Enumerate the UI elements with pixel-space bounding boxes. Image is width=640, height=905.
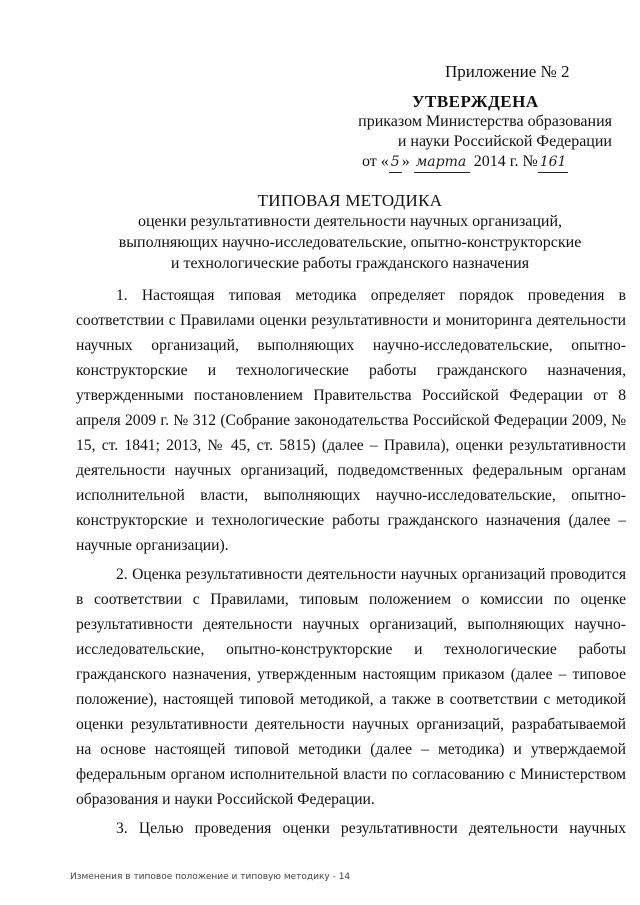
order-number: 161 bbox=[538, 152, 569, 173]
document-title: ТИПОВАЯ МЕТОДИКА bbox=[257, 191, 443, 210]
paragraph-3: 3. Целью проведения оценки результативности деятельности научных bbox=[116, 820, 626, 837]
approval-date-line bbox=[342, 152, 612, 173]
approval-block bbox=[342, 92, 612, 173]
paragraph-2: 2. Оценка результативности деятельности научных организаций проводится в соответствии с Правилами, типовым положением о комиссии по оценке результативности деятельности научных организаций, выполняющих научно-исследовательские, опытно-конструкторские и технологические работы гражданского назначения, утвержденным настоящим приказом (далее – типовое положение), настоящей типовой методикой, а также в соответствии с методикой оценки результативности деятельности научных организаций, разрабатываемой на основе настоящей типовой методики (далее – методика) и утверждаемой федеральным органом исполнительной власти по согласованию с Министерством образования и науки Российской Федерации. bbox=[76, 566, 626, 808]
paragraph-1: 1. Настоящая типовая методика определяет порядок проведения в соответствии с Правилами оценки результативности и мониторинга деятельности научных организаций, выполняющих научно-исследовательские, опытно-конструкторские и технологические работы гражданского назначения, утвержденными постановлением Правительства Российской Федерации от 8 апреля 2009 г. № 312 (Собрание законодательства Российской Федерации 2009, № 15, ст. 1841; 2013, № 45, ст. 5815) (далее – Правила), оценки результативности деятельности научных организаций, подведомственных федеральным органам исполнительной власти, выполняющих научно-исследовательские, опытно-конструкторские и технологические работы гражданского назначения (далее – научные организации). bbox=[76, 287, 626, 554]
document-title-block bbox=[70, 190, 630, 274]
approval-title: УТВЕРЖДЕНА bbox=[412, 92, 539, 111]
date-year: 2014 г. № bbox=[473, 153, 538, 170]
title-line-3: и технологические работы гражданского назначения bbox=[170, 255, 530, 272]
title-line-1: оценки результативности деятельности научных организаций, bbox=[137, 213, 563, 230]
title-line-2: выполняющих научно-исследовательские, опытно-конструкторские bbox=[118, 234, 582, 251]
page-footer: Изменения в типовое положение и типовую методику - 14 bbox=[70, 872, 351, 882]
annex-text: Приложение № 2 bbox=[445, 62, 570, 81]
date-prefix: от « bbox=[362, 153, 389, 170]
approval-line-1: приказом Министерства образования bbox=[358, 113, 612, 130]
date-month: марта bbox=[414, 152, 470, 173]
document-body bbox=[76, 283, 626, 845]
date-mid: » bbox=[401, 153, 410, 170]
approval-line-2: и науки Российской Федерации bbox=[397, 133, 612, 150]
date-day: 5 bbox=[389, 152, 402, 173]
